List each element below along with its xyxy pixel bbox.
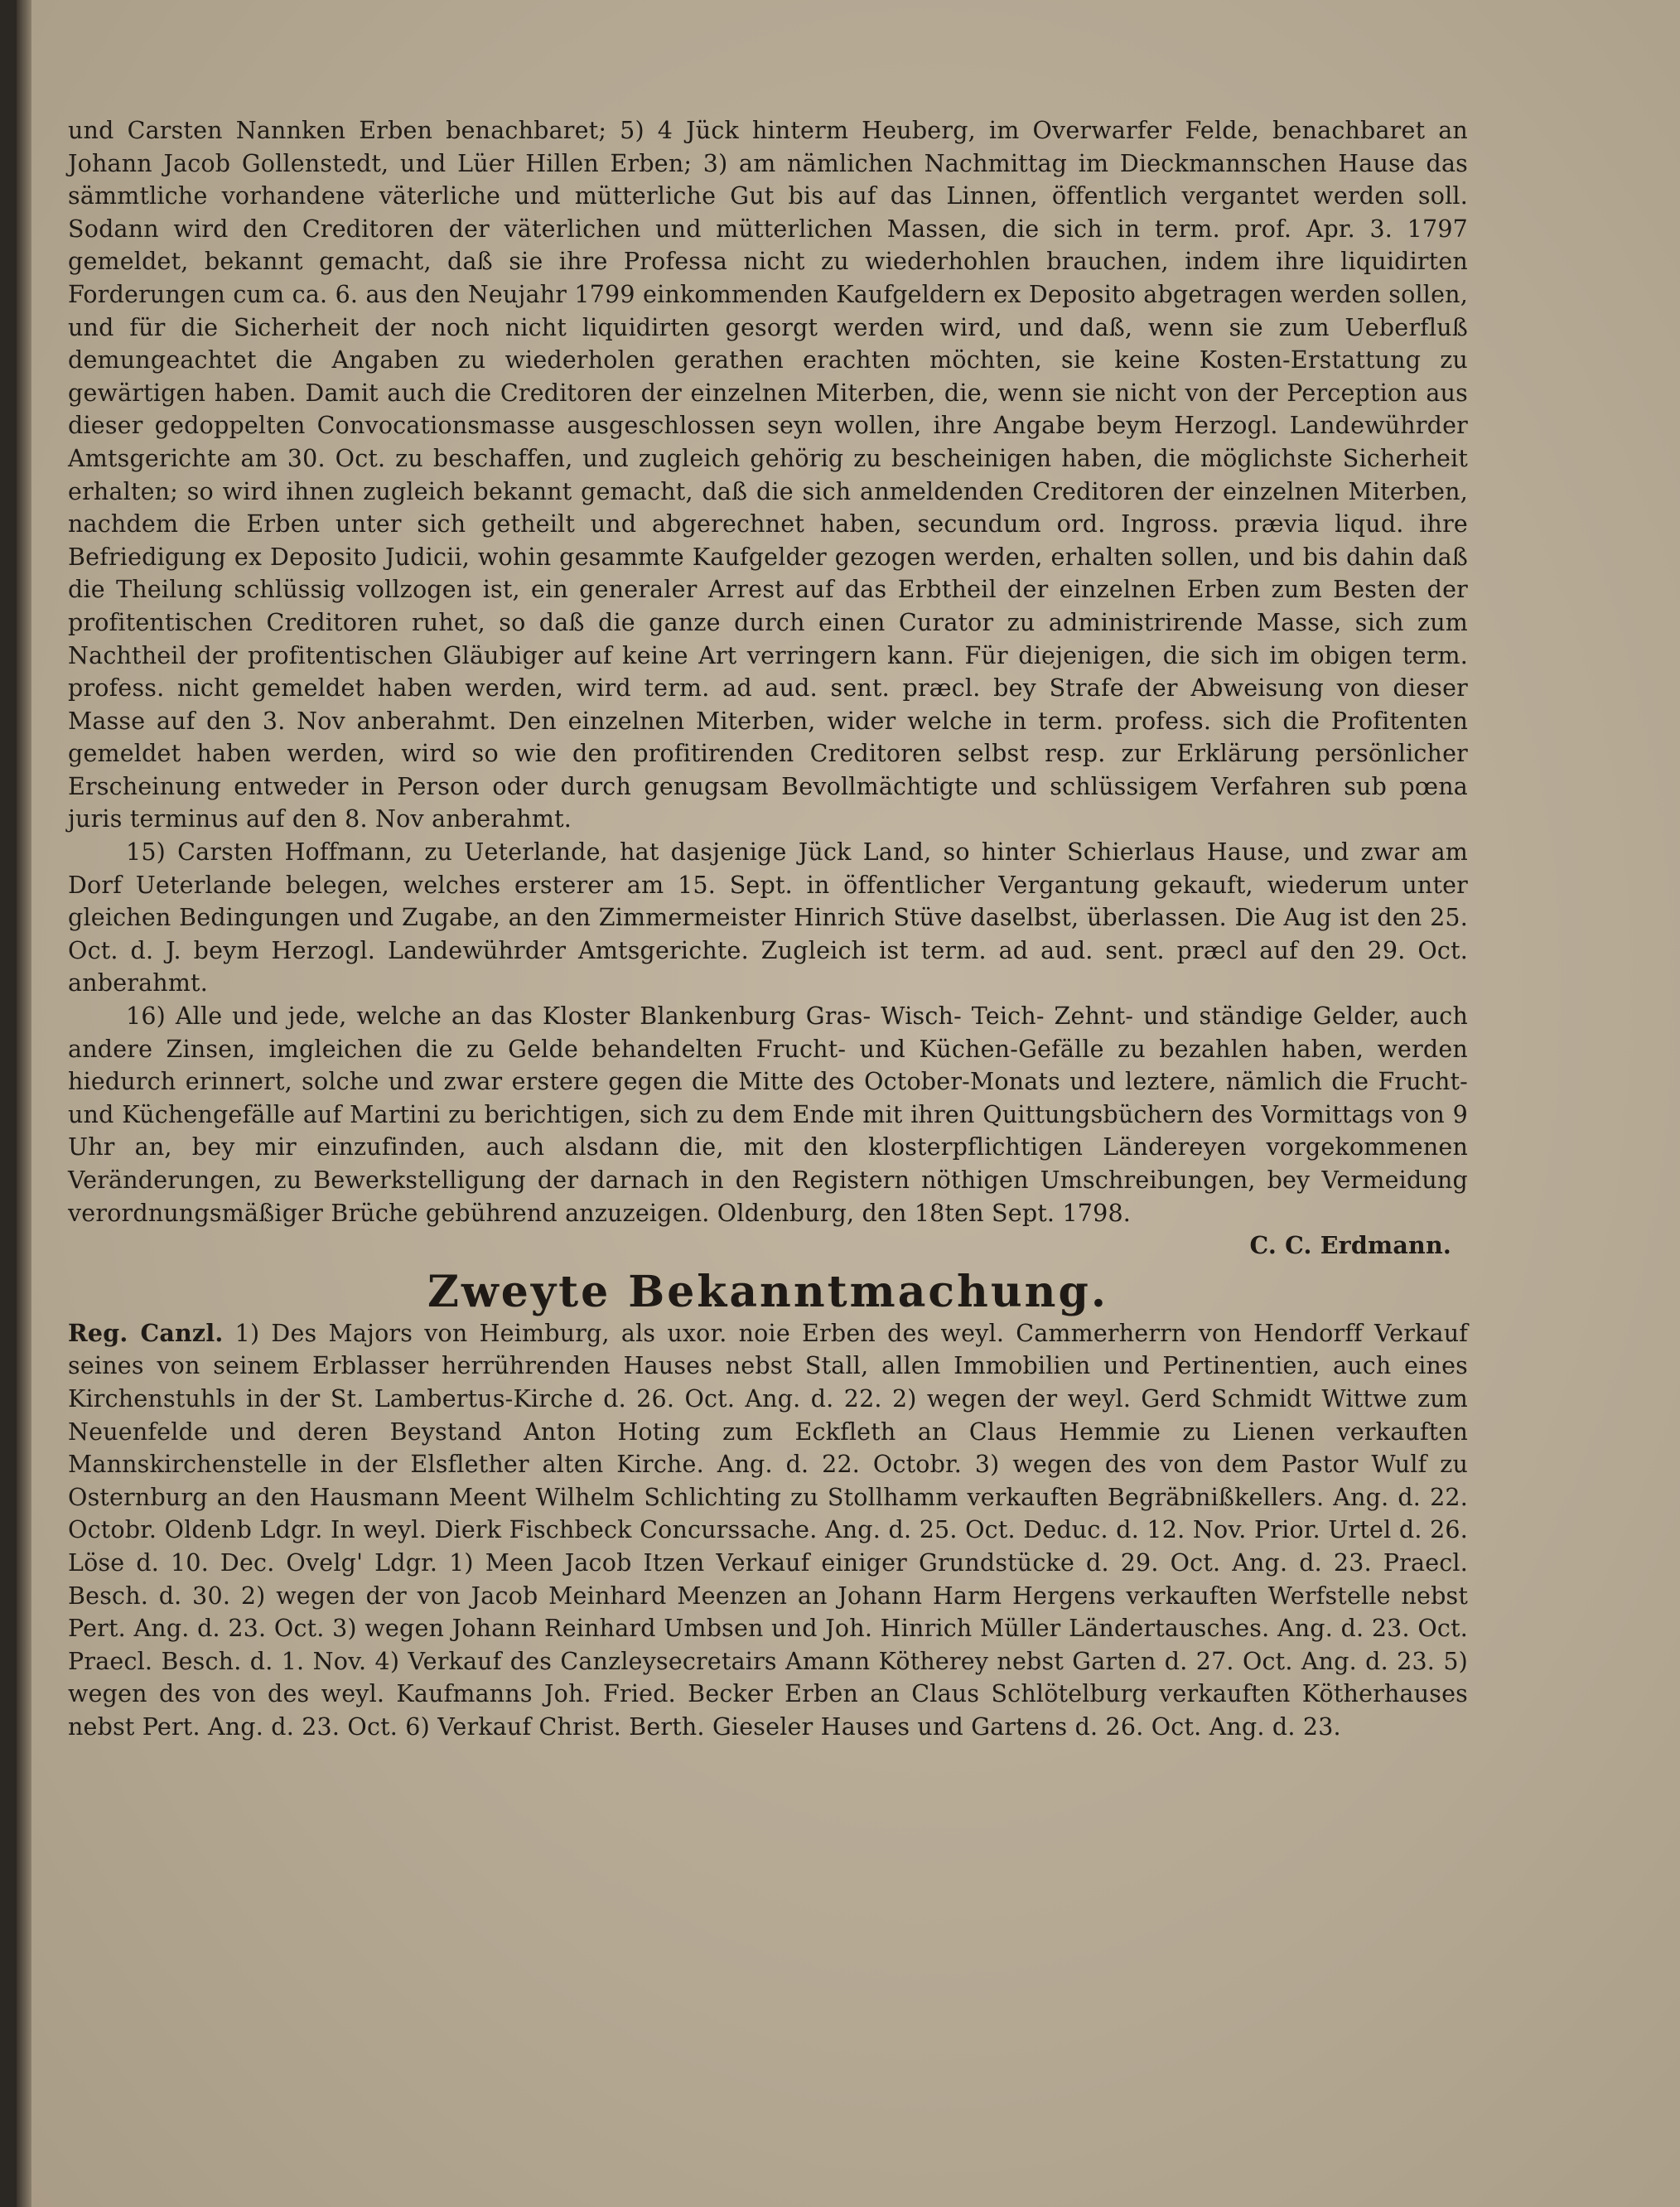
- paragraph-continuation: und Carsten Nannken Erben benachbaret; 5) 4 Jück hinterm Heuberg, im Overwarfer Felde, benachbaret an Johann Jacob Gollenstedt, und Lüer Hillen Erben; 3) am nämlichen Nachmittag im Dieckmannschen Hause das sämmtliche vorhandene väterliche und mütterliche Gut bis auf das Linnen, öffentlich vergantet werden soll. Sodann wird den Creditoren der väterlichen und mütterlichen Massen, die sich in term. prof. Apr. 3. 1797 gemeldet, bekannt gemacht, daß sie ihre Professa nicht zu wiederhohlen brauchen, indem ihre liquidirten Forderungen cum ca. 6. aus den Neujahr 1799 einkommenden Kaufgeldern ex Deposito abgetragen werden sollen, und für die Sicherheit der noch nicht liquidirten gesorgt werden wird, und daß, wenn sie zum Ueberfluß demungeachtet die Angaben zu wiederholen gerathen erachten möchten, sie keine Kosten-Erstattung zu gewärtigen haben. Damit auch die Creditoren der einzelnen Miterben, die, wenn sie nicht von der Perception aus dieser gedoppelten Convocationsmasse ausgeschlossen seyn wollen, ihre Angabe beym Herzogl. Landewührder Amtsgerichte am 30. Oct. zu beschaffen, und zugleich gehörig zu bescheinigen haben, die möglichste Sicherheit erhalten; so wird ihnen zugleich bekannt gemacht, daß die sich anmeldenden Creditoren der einzelnen Miterben, nachdem die Erben unter sich getheilt und abgerechnet haben, secundum ord. Ingross. prævia liqud. ihre Befriedigung ex Deposito Judicii, wohin gesammte Kaufgelder gezogen werden, erhalten sollen, und bis dahin daß die Theilung schlüssig vollzogen ist, ein generaler Arrest auf das Erbtheil der einzelnen Erben zum Besten der profitentischen Creditoren ruhet, so daß die ganze durch einen Curator zu administrirende Masse, sich zum Nachtheil der profitentischen Gläubiger auf keine Art verringern kann. Für diejenigen, die sich im obigen term. profess. nicht gemeldet haben werden, wird term. ad aud. sent. præcl. bey Strafe der Abweisung von dieser Masse auf den 3. Nov anberahmt. Den einzelnen Miterben, wider welche in term. profess. sich die Profitenten gemeldet haben werden, wird so wie den profitirenden Creditoren selbst resp. zur Erklärung persönlicher Erscheinung entweder in Person oder durch genugsam Bevollmächtigte und schlüssigem Verfahren sub pœna juris terminus auf den 8. Nov anberahmt.: [68, 117, 1468, 833]
- newspaper-page: [17, 0, 1680, 2207]
- page-binding-edge: [17, 0, 31, 2207]
- section-heading: Zweyte Bekanntmachung.: [427, 1266, 1108, 1317]
- paragraph-reg-canzl: [68, 1317, 1468, 1744]
- paragraph-16: 16) Alle und jede, welche an das Kloster Blankenburg Gras- Wisch- Teich- Zehnt- und ständige Gelder, auch andere Zinsen, imgleichen die zu Gelde behandelten Frucht- und Küchen-Gefälle zu bezahlen haben, werden hiedurch erinnert, solche und zwar erstere gegen die Mitte des October-Monats und leztere, nämlich die Frucht- und Küchengefälle auf Martini zu berichtigen, sich zu dem Ende mit ihren Quittungsbüchern des Vormittags von 9 Uhr an, bey mir einzufinden, auch alsdann die, mit den klosterpflichtigen Ländereyen vorgekommenen Veränderungen, zu Bewerkstelligung der darnach in den Registern nöthigen Umschreibungen, bey Vermeidung verordnungsmäßiger Brüche gebührend anzuzeigen. Oldenburg, den 18ten Sept. 1798.: [68, 1002, 1468, 1227]
- page-text: [68, 114, 1468, 1744]
- reg-lead: Reg. Canzl.: [68, 1318, 224, 1347]
- reg-body: 1) Des Majors von Heimburg, als uxor. noie Erben des weyl. Cammerherrn von Hendorff Verkauf seines von seinem Erblasser herrührenden Hauses nebst Stall, allen Immobilien und Pertinentien, auch eines Kirchenstuhls in der St. Lambertus-Kirche d. 26. Oct. Ang. d. 22. 2) wegen der weyl. Gerd Schmidt Wittwe zum Neuenfelde und deren Beystand Anton Hoting zum Eckfleth an Claus Hemmie zu Lienen verkauften Mannskirchenstelle in der Elsflether alten Kirche. Ang. d. 22. Octobr. 3) wegen des von dem Pastor Wulf zu Osternburg an den Hausmann Meent Wilhelm Schlichting zu Stollhamm verkauften Begräbnißkellers. Ang. d. 22. Octobr. Oldenb Ldgr. In weyl. Dierk Fischbeck Concurssache. Ang. d. 25. Oct. Deduc. d. 12. Nov. Prior. Urtel d. 26. Löse d. 10. Dec. Ovelg' Ldgr. 1) Meen Jacob Itzen Verkauf einiger Grundstücke d. 29. Oct. Ang. d. 23. Praecl. Besch. d. 30. 2) wegen der von Jacob Meinhard Meenzen an Johann Harm Hergens verkauften Werfstelle nebst Pert. Ang. d. 23. Oct. 3) wegen Johann Reinhard Umbsen und Joh. Hinrich Müller Ländertausches. Ang. d. 23. Oct. Praecl. Besch. d. 1. Nov. 4) Verkauf des Canzleysecretairs Amann Kötherey nebst Garten d. 27. Oct. Ang. d. 23. 5) wegen des von des weyl. Kaufmanns Joh. Fried. Becker Erben an Claus Schlötelburg verkauften Kötherhauses nebst Pert. Ang. d. 23. Oct. 6) Verkauf Christ. Berth. Gieseler Hauses und Gartens d. 26. Oct. Ang. d. 23.: [68, 1319, 1469, 1741]
- paragraph-15: 15) Carsten Hoffmann, zu Ueterlande, hat dasjenige Jück Land, so hinter Schierlaus Hause, und zwar am Dorf Ueterlande belegen, welches ersterer am 15. Sept. in öffentlicher Vergantung gekauft, wiederum unter gleichen Bedingungen und Zugabe, an den Zimmermeister Hinrich Stüve daselbst, überlassen. Die Aug ist den 25. Oct. d. J. beym Herzogl. Landewührder Amtsgerichte. Zugleich ist term. ad aud. sent. præcl auf den 29. Oct. anberahmt.: [68, 838, 1468, 997]
- signature: C. C. Erdmann.: [1249, 1231, 1451, 1260]
